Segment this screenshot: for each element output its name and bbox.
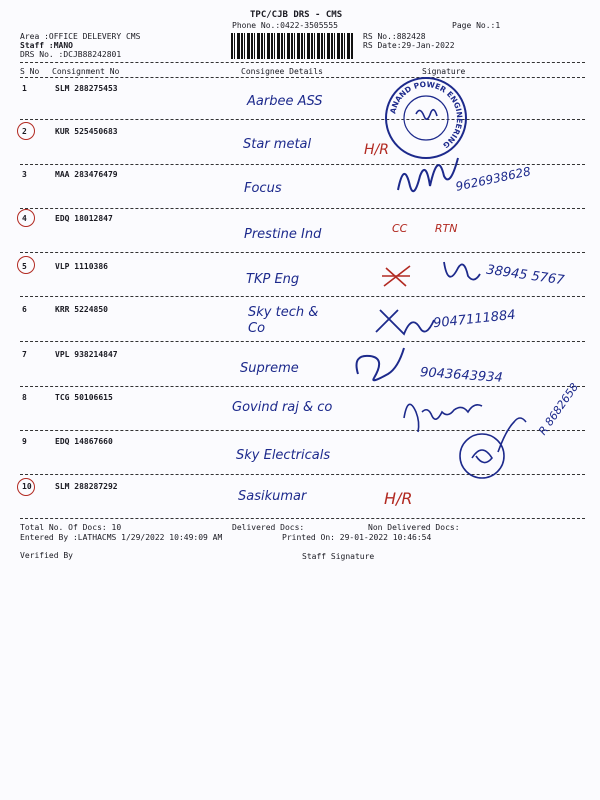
row-consignment: MAA 283476479	[55, 170, 118, 179]
row-divider	[20, 252, 585, 253]
row-sno: 3	[22, 170, 27, 179]
rs-number: RS No.:882428	[363, 32, 426, 41]
divider	[20, 77, 585, 78]
divider	[20, 62, 585, 63]
col-signature: Signature	[422, 67, 466, 76]
signature-row-3	[380, 150, 480, 210]
row-sno: 4	[22, 214, 27, 223]
signature-row-9	[458, 408, 548, 488]
document-title: TPC/CJB DRS - CMS	[250, 10, 343, 20]
row-note: H/R	[384, 489, 413, 508]
verified-by: Verified By	[20, 551, 73, 560]
col-consignment: Consignment No	[52, 67, 120, 76]
row-consignee: Sasikumar	[238, 489, 307, 504]
row-consignment: SLM 288275453	[55, 84, 118, 93]
row-consignment: EDQ 14867660	[55, 437, 113, 446]
row-sno: 5	[22, 262, 27, 271]
row-note: 38945 5767	[485, 262, 566, 289]
row-divider	[20, 296, 585, 297]
col-sno: S No	[20, 67, 40, 76]
row-divider	[20, 386, 585, 387]
staff-signature: Staff Signature	[302, 552, 375, 561]
row-consignment: KRR 5224850	[55, 305, 108, 314]
row-sno: 7	[22, 350, 27, 359]
staff-label: Staff :MANO	[20, 41, 73, 50]
row-note: H/R	[364, 142, 389, 158]
row-consignee: Focus	[244, 181, 282, 196]
row-consignee: Govind raj & co	[232, 400, 333, 415]
row-sno: 10	[22, 482, 32, 491]
stamp-text: ANAND POWER ENGINEERING	[388, 79, 465, 150]
row-sno: 9	[22, 437, 27, 446]
row-note: R 8682658	[536, 380, 582, 438]
non-delivered-docs: Non Delivered Docs:	[368, 523, 460, 532]
signature-row-5	[380, 256, 500, 296]
row-sno: 1	[22, 84, 27, 93]
phone-number: Phone No.:0422-3505555	[232, 21, 338, 30]
row-consignment: VPL 938214847	[55, 350, 118, 359]
row-divider	[20, 518, 585, 519]
row-sno: 8	[22, 393, 27, 402]
row-consignee: Sky Electricals	[236, 448, 331, 463]
row-divider	[20, 119, 585, 120]
row-sno: 6	[22, 305, 27, 314]
area-label: Area :OFFICE DELEVERY CMS	[20, 32, 141, 41]
printed-on: Printed On: 29-01-2022 10:46:54	[282, 533, 432, 542]
row-note: 9626938628	[454, 164, 532, 194]
row-consignee: Sky tech & Co	[248, 305, 319, 336]
row-note: 9043643934	[419, 365, 504, 386]
entered-by: Entered By :LATHACMS 1/29/2022 10:49:09 AM	[20, 533, 223, 542]
row-sno: 2	[22, 127, 27, 136]
rs-date: RS Date:29-Jan-2022	[363, 41, 455, 50]
row-divider	[20, 341, 585, 342]
row-consignment: KUR 525450683	[55, 127, 118, 136]
row-divider	[20, 164, 585, 165]
row-note: 9047111884	[432, 307, 517, 332]
row-note: CC RTN	[392, 222, 458, 235]
barcode	[231, 33, 354, 59]
page-number: Page No.:1	[452, 21, 501, 30]
col-consignee: Consignee Details	[241, 67, 323, 76]
row-consignee: Supreme	[240, 361, 299, 376]
row-consignment: TCG 50106615	[55, 393, 113, 402]
row-consignment: EDQ 18012847	[55, 214, 113, 223]
row-consignee: TKP Eng	[246, 272, 300, 287]
total-docs: Total No. Of Docs: 10	[20, 523, 122, 532]
row-consignee: Star metal	[243, 137, 312, 152]
row-divider	[20, 208, 585, 209]
signature-row-7	[348, 344, 418, 384]
row-consignee: Aarbee ASS	[247, 94, 323, 109]
row-consignment: SLM 288287292	[55, 482, 118, 491]
delivered-docs: Delivered Docs:	[232, 523, 305, 532]
signature-row-6	[370, 300, 440, 340]
row-consignee: Prestine Ind	[244, 227, 322, 242]
drs-number: DRS No. :DCJB88242801	[20, 50, 122, 59]
row-consignment: VLP 1110386	[55, 262, 108, 271]
